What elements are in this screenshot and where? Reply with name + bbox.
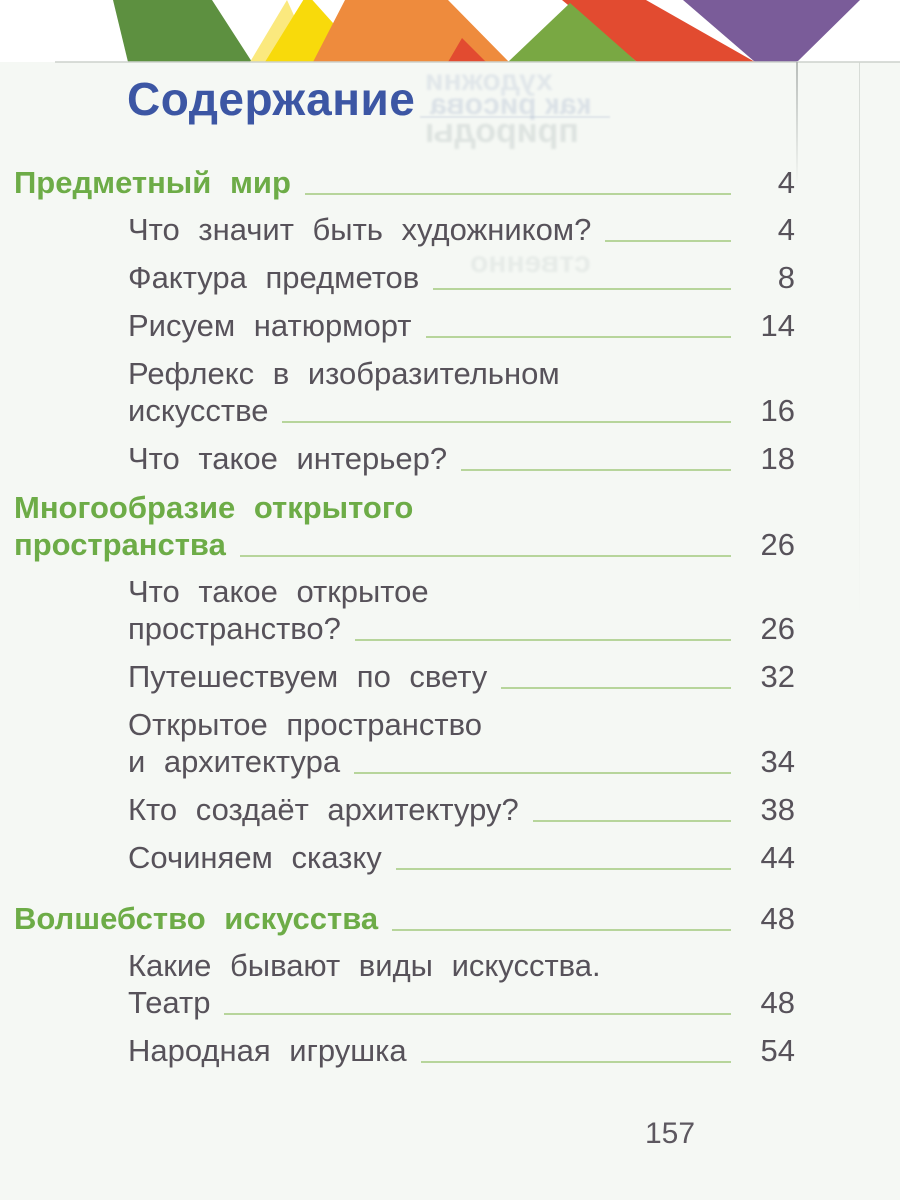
toc-entry-row — [14, 259, 795, 296]
entry-text: Кто создаёт архитектуру? — [128, 792, 519, 827]
entry-text: Открытое пространство — [128, 707, 482, 742]
page-edge-shadow — [796, 62, 798, 187]
page-number: 14 — [760, 308, 795, 343]
leader-line — [421, 1061, 731, 1063]
leader-line — [354, 772, 731, 774]
page-number: 34 — [760, 744, 795, 779]
toc-entry-row — [14, 573, 795, 647]
toc — [14, 150, 795, 1080]
entry-text: пространство? — [128, 611, 341, 646]
leader-line — [605, 240, 731, 242]
page-number: 4 — [777, 212, 795, 247]
bleed-through-text: природы — [425, 112, 579, 150]
leader-line — [433, 288, 731, 290]
page-fold-line — [55, 61, 900, 63]
bleed-through-text: ственно — [470, 246, 591, 279]
entry-text: и архитектура — [128, 744, 341, 779]
section-heading-text: Волшебство искусства — [14, 901, 379, 936]
page-number: 8 — [777, 260, 795, 295]
page-number: 38 — [760, 792, 795, 827]
entry-text: Рисуем натюрморт — [128, 308, 412, 343]
entry-text: Сочиняем сказку — [128, 840, 382, 875]
leader-line — [305, 193, 731, 195]
entry-text: Что такое интерьер? — [128, 441, 448, 476]
page-number: 4 — [777, 165, 795, 200]
toc-entry-row — [14, 706, 795, 780]
entry-text: Путешествуем по свету — [128, 659, 488, 694]
entry-text: Рефлекс в изобразительном — [128, 356, 560, 391]
entry-text: Театр — [128, 985, 211, 1020]
entry-text: Что такое открытое — [128, 574, 429, 609]
toc-entry-row — [14, 355, 795, 429]
green-stripe-shape — [113, 0, 252, 62]
entry-text: Какие бывают виды искусства. — [128, 948, 601, 983]
leader-line — [224, 1013, 731, 1015]
toc-entry-row — [14, 307, 795, 344]
page-number: 44 — [760, 840, 795, 875]
page-number: 16 — [760, 393, 795, 428]
toc-entry-row — [14, 658, 795, 695]
section-heading-row — [14, 900, 795, 937]
entry-text: Что значит быть художником? — [128, 212, 592, 247]
folio-page-number: 157 — [644, 1117, 696, 1150]
orange-shape — [313, 0, 509, 62]
toc-entry-row — [14, 839, 795, 876]
leader-line — [461, 469, 731, 471]
toc-entry-row — [14, 211, 795, 248]
page-number: 26 — [760, 611, 795, 646]
page-number: 26 — [760, 527, 795, 562]
page-number: 18 — [760, 441, 795, 476]
toc-entry-row — [14, 947, 795, 1021]
leader-line — [240, 555, 731, 557]
page-number: 48 — [760, 901, 795, 936]
entry-text: Народная игрушка — [128, 1033, 407, 1068]
section-heading-text: Предметный мир — [14, 165, 291, 200]
leader-line — [426, 336, 732, 338]
bleed-through-text: как рисова — [430, 88, 592, 121]
page-right-edge-line — [859, 62, 860, 622]
section-heading-text: пространства — [14, 527, 226, 562]
toc-entry-row — [14, 1032, 795, 1069]
page-number: 48 — [760, 985, 795, 1020]
leader-line — [392, 929, 731, 931]
entry-text: искусстве — [128, 393, 269, 428]
toc-entry-row — [14, 440, 795, 477]
chevron-pattern — [0, 0, 900, 62]
toc-entry-row — [14, 791, 795, 828]
leader-line — [501, 687, 731, 689]
leader-line — [533, 820, 731, 822]
section-heading-row — [14, 164, 795, 201]
leader-line — [355, 639, 731, 641]
decorative-header-band — [0, 0, 900, 62]
page-title: Содержание — [127, 73, 416, 125]
bleed-through-line — [420, 116, 610, 118]
entry-text: Фактура предметов — [128, 260, 420, 295]
section-heading-text: Многообразие открытого — [14, 490, 414, 525]
leader-line — [282, 421, 731, 423]
page-number: 54 — [760, 1033, 795, 1068]
leader-line — [396, 868, 731, 870]
section-heading-row — [14, 489, 795, 563]
bleed-through-text: художни — [425, 64, 553, 97]
page-number: 32 — [760, 659, 795, 694]
